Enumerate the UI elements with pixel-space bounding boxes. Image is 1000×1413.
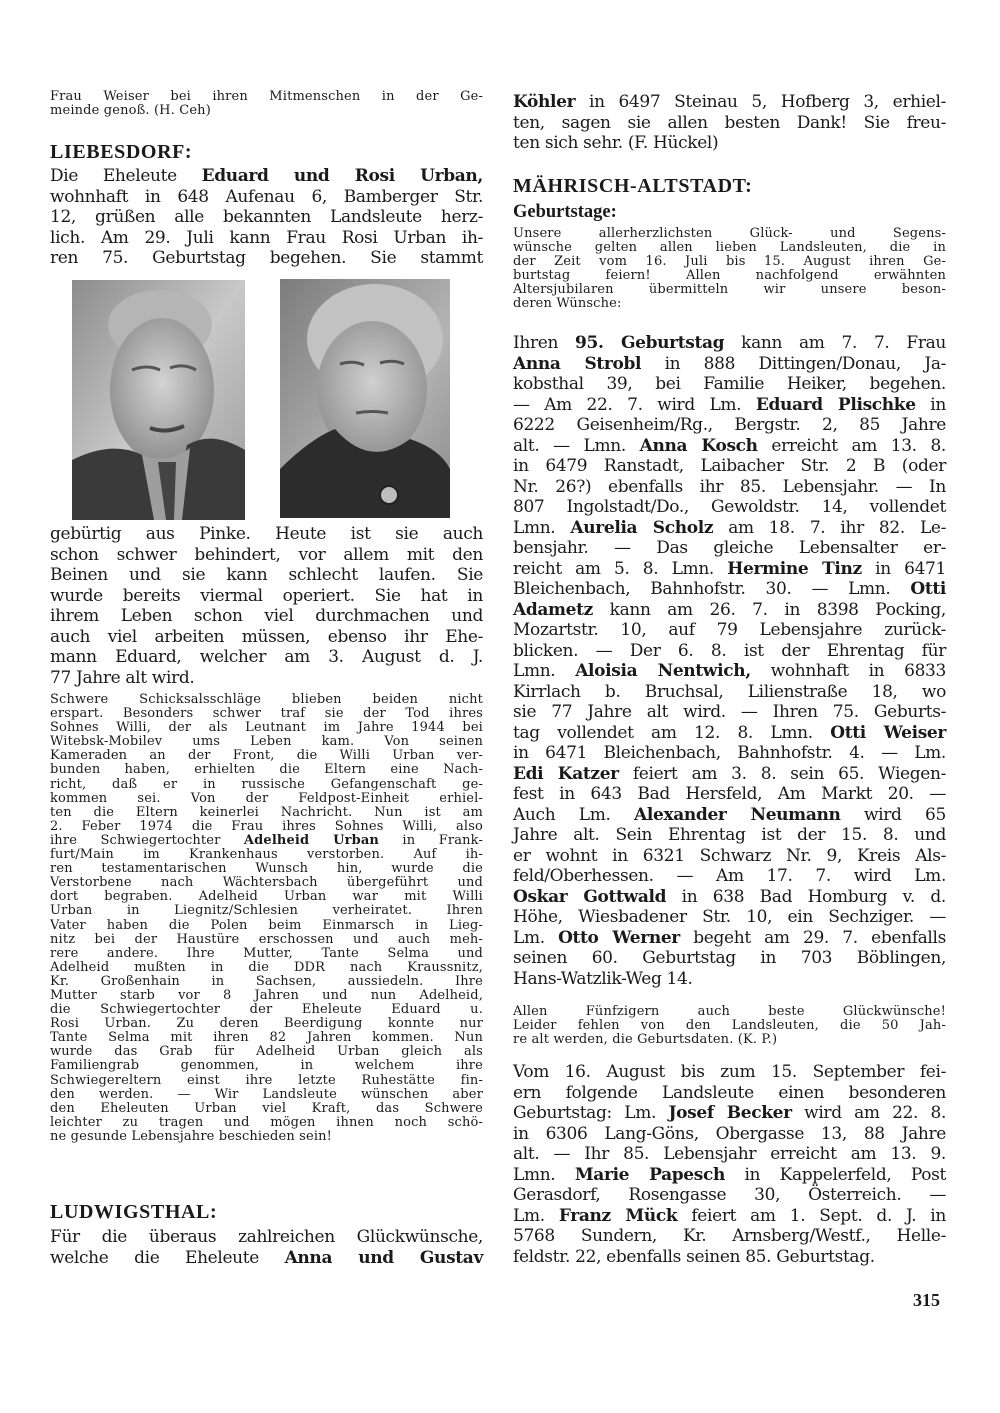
text-line bbox=[513, 1165, 946, 1186]
text-line: Kameraden an der Front, die Willi Urban ver- bbox=[50, 748, 483, 764]
text-segment: kann am 26. 7. in 8398 Pocking, bbox=[592, 599, 946, 620]
text-segment: Kirrlach b. Bruchsal, Lilienstraße 18, wo bbox=[513, 681, 946, 702]
text-segment: Geburtstag: Lm. bbox=[513, 1103, 669, 1123]
text-line bbox=[513, 477, 946, 498]
text-line bbox=[513, 600, 946, 621]
text-line bbox=[513, 948, 946, 969]
text-line: der Zeit vom 16. Juli bis 15. August ihren Ge- bbox=[513, 254, 946, 270]
text-segment: Lm. bbox=[513, 927, 559, 948]
text-line: furt/Main im Krankenhaus verstorben. Auf ih- bbox=[50, 847, 483, 863]
text-line: Kr. Großenhain in Sachsen, aussiedeln. Ihre bbox=[50, 973, 483, 989]
text-line bbox=[513, 1124, 946, 1145]
text-line: 2. Feber 1974 die Frau ihres Sohnes Willi, also bbox=[50, 818, 483, 834]
bold-name: Franz Mück bbox=[558, 1205, 678, 1226]
text-line: mann Eduard, welcher am 3. August d. J. bbox=[50, 647, 483, 667]
text-line: ren testamentarischen Wunsch hin, wurde die bbox=[50, 861, 483, 877]
text-line: Frau Weiser bei ihren Mitmenschen in der Ge- bbox=[50, 89, 483, 104]
text-segment: alt. — Lmn. bbox=[513, 435, 640, 456]
text-segment: in bbox=[915, 394, 946, 415]
text-segment: Vom 16. August bis zum 15. September fei- bbox=[513, 1062, 946, 1082]
text-segment: wird am 22. 8. bbox=[791, 1103, 947, 1123]
text-segment: Jahre alt. Sein Ehrentag ist der 15. 8. und bbox=[513, 825, 946, 845]
text-segment: tag vollendet am 12. 8. Lmn. bbox=[513, 722, 831, 743]
text-line: Schwiegereltern einst ihre letzte Ruhestätte fin- bbox=[50, 1072, 483, 1088]
text-segment: Bleichenbach, Bahnhofstr. 30. — Lmn. bbox=[513, 579, 911, 599]
text-line bbox=[513, 1103, 946, 1124]
text-line bbox=[513, 436, 946, 457]
text-line: welche die Eheleute Anna und Gustav bbox=[50, 1247, 483, 1268]
text-segment: kobsthal 39, bei Familie Heiker, begehen. bbox=[513, 374, 946, 394]
fifty-birthdays-note bbox=[513, 1005, 946, 1047]
text-line: schon schwer behindert, vor allem mit den bbox=[50, 544, 483, 565]
text-segment: ern folgende Landsleute einen besonderen bbox=[513, 1082, 946, 1103]
text-line: 12, grüßen alle bekannten Landsleute herz- bbox=[50, 207, 483, 227]
text-segment: feiert am 3. 8. sein 65. Wiegen- bbox=[618, 763, 946, 784]
page-number: 315 bbox=[913, 1290, 940, 1310]
bold-name: Oskar Gottwald bbox=[513, 886, 667, 907]
text-line bbox=[513, 784, 946, 805]
text-segment: fest in 643 Bad Hersfeld, Am Markt 20. — bbox=[513, 784, 946, 804]
text-line bbox=[513, 702, 946, 723]
text-segment: in 638 Bad Homburg v. d. bbox=[666, 886, 946, 907]
text-segment: reicht am 5. 8. Lmn. bbox=[513, 558, 728, 579]
text-line bbox=[513, 579, 946, 600]
bold-names: Anna und Gustav bbox=[284, 1247, 483, 1268]
text-segment: sie 77 Jahre alt wird. — Ihren 75. Geburts- bbox=[513, 702, 946, 722]
text-segment: Lmn. bbox=[513, 661, 576, 681]
text-line: ren 75. Geburtstag begehen. Sie stammt bbox=[50, 248, 483, 268]
text-line bbox=[513, 354, 946, 375]
text-line: dort begraben. Adelheid Urban war mit Willi bbox=[50, 889, 483, 905]
text-line bbox=[513, 661, 946, 682]
text-line bbox=[513, 866, 946, 887]
text-line bbox=[513, 969, 946, 990]
text-line bbox=[513, 374, 946, 395]
text-line bbox=[513, 559, 946, 580]
text-line: richt, daß er in russische Gefangenschaft ge- bbox=[50, 776, 483, 792]
text-line: rere andere. Ihre Mutter, Tante Selma und bbox=[50, 945, 483, 961]
subheading-geburtstage: Geburtstage: bbox=[513, 202, 617, 222]
section-heading-liebesdorf: LIEBESDORF: bbox=[50, 141, 193, 163]
portrait-woman-icon bbox=[280, 279, 450, 518]
text-line: ihre Schwiegertochter Adelheid Urban in Frank- bbox=[50, 832, 484, 848]
bold-name: Otto Werner bbox=[558, 927, 680, 948]
text-segment: Höhe, Wiesbadener Str. 10, ein Sechziger. — bbox=[513, 907, 946, 927]
text-line: Sohnes Willi, der als Leutnant im Jahre 1944 bei bbox=[50, 720, 483, 736]
text-line: den Eheleuten Urban viel Kraft, das Schwere bbox=[50, 1100, 483, 1116]
text-segment: in 888 Dittingen/Donau, Ja- bbox=[641, 353, 946, 374]
text-line: Für die überaus zahlreichen Glückwünsche, bbox=[50, 1227, 483, 1247]
text-segment: in 6479 Ranstadt, Laibacher Str. 2 B (oder bbox=[513, 456, 946, 476]
text-line bbox=[513, 1226, 946, 1247]
text-segment: erreicht am 13. 8. bbox=[757, 435, 946, 456]
text-line: kommen sei. Von der Feldpost-Einheit erhiel- bbox=[50, 790, 483, 806]
text-segment: er wohnt in 6321 Schwarz Nr. 9, Kreis Als- bbox=[513, 845, 946, 866]
text-segment: wohnhaft in 6833 bbox=[750, 661, 946, 681]
liebesdorf-paragraph-1 bbox=[50, 166, 483, 269]
text-line: wurde bereits viermal operiert. Sie hat in bbox=[50, 585, 483, 606]
text-line: Unsere allerherzlichsten Glück- und Segens- bbox=[513, 226, 946, 241]
ludwigsthal-paragraph bbox=[50, 1227, 483, 1268]
photo-rosi-urban bbox=[280, 279, 450, 518]
bold-names: Eduard und Rosi Urban, bbox=[201, 166, 483, 186]
text-line: Adelheid mußten in die DDR nach Kraussnitz, bbox=[50, 959, 483, 975]
text-line bbox=[513, 456, 946, 477]
text-line bbox=[513, 825, 946, 846]
text-line: Rosi Urban. Zu deren Beerdigung konnte nur bbox=[50, 1016, 483, 1032]
text-segment: feld/Oberhessen. — Am 17. 7. wird Lm. bbox=[513, 866, 946, 886]
text-line: Verstorbene nach Wächtersbach übergeführt und bbox=[50, 875, 483, 891]
text-segment: Lmn. bbox=[513, 517, 571, 538]
text-line bbox=[513, 1062, 946, 1083]
text-line: burtstag feiern! Allen nachfolgend erwähnten bbox=[513, 268, 946, 284]
text-line bbox=[513, 1144, 946, 1165]
text-line: re alt werden, die Geburtsdaten. (K. P.) bbox=[513, 1032, 778, 1048]
text-segment: am 18. 7. ihr 82. Le- bbox=[713, 517, 946, 538]
text-segment: 807 Ingolstadt/Do., Gewoldstr. 14, vollendet bbox=[513, 497, 946, 517]
text-line bbox=[513, 805, 946, 826]
text-line: ihrem Leben schon viel durchmachen und bbox=[50, 606, 483, 626]
text-segment: 6222 Geisenheim/Rg., Bergstr. 2, 85 Jahre bbox=[513, 415, 946, 435]
section-heading-ludwigsthal: LUDWIGSTHAL: bbox=[50, 1201, 218, 1223]
text-line: ten die Eltern keinerlei Nachricht. Nun ist am bbox=[50, 804, 483, 820]
bold-name: Alexander Neumann bbox=[634, 804, 841, 825]
text-segment: bensjahr. — Das gleiche Lebensalter er- bbox=[513, 538, 946, 558]
text-line: Die Eheleute Eduard und Rosi Urban, bbox=[50, 166, 483, 186]
text-segment: in 6471 Bleichenbach, Bahnhofstr. 4. — Lm. bbox=[513, 743, 946, 763]
text-line bbox=[513, 1247, 946, 1268]
maehrisch-intro bbox=[513, 227, 946, 312]
portrait-man-icon bbox=[72, 280, 245, 520]
text-line: auch viel arbeiten müssen, ebenso ihr Ehe- bbox=[50, 626, 483, 647]
text-line: wünsche gelten allen lieben Landsleuten, die in bbox=[513, 240, 946, 256]
text-segment: Lmn. bbox=[513, 1164, 575, 1185]
text-line bbox=[513, 1206, 946, 1227]
text-segment: in 6471 bbox=[861, 558, 946, 579]
text-line: lich. Am 29. Juli kann Frau Rosi Urban ih- bbox=[50, 227, 483, 248]
text-line bbox=[513, 846, 946, 867]
text-segment: Mozartstr. 10, auf 79 Lebensjahre zurück- bbox=[513, 620, 946, 640]
text-line: Urban in Liegnitz/Schlesien verheiratet. Ihren bbox=[50, 903, 483, 919]
text-segment: wird 65 bbox=[840, 804, 946, 825]
text-segment: in Kappelerfeld, Post bbox=[725, 1164, 946, 1185]
text-line: Schwere Schicksalsschläge blieben beiden nicht bbox=[50, 692, 483, 707]
bold-name: Aloisia Nentwich, bbox=[575, 661, 751, 681]
bold-name: Köhler bbox=[513, 92, 576, 112]
text-segment: kann am 7. 7. Frau bbox=[724, 333, 947, 353]
text-segment: Hans-Watzlik-Weg 14. bbox=[513, 968, 693, 989]
text-line: 77 Jahre alt wird. bbox=[50, 667, 195, 688]
text-line bbox=[513, 907, 946, 928]
bold-name: 95. Geburtstag bbox=[575, 333, 725, 353]
text-line: Witebsk-Mobilev ums Leben kam. Von seinen bbox=[50, 734, 483, 750]
text-line: Allen Fünfzigern auch beste Glückwünsche! bbox=[513, 1004, 946, 1019]
text-segment: feldstr. 22, ebenfalls seinen 85. Geburtstag. bbox=[513, 1246, 875, 1267]
text-line bbox=[513, 1185, 946, 1206]
text-segment: 5768 Sundern, Kr. Arnsberg/Westf., Helle- bbox=[513, 1226, 946, 1246]
text-line bbox=[513, 620, 946, 641]
text-line bbox=[513, 887, 946, 908]
text-line: bunden haben, erhielten die Eltern eine Nach- bbox=[50, 762, 483, 778]
text-segment: alt. — Ihr 85. Lebensjahr erreicht am 13. 9. bbox=[513, 1144, 946, 1164]
text-line: nitz bei der Haustüre erschossen und auch meh- bbox=[50, 931, 483, 947]
section-heading-maehrisch-altstadt: MÄHRISCH-ALTSTADT: bbox=[513, 175, 753, 197]
text-segment: blicken. — Der 6. 8. ist der Ehrentag für bbox=[513, 640, 946, 661]
text-line: ten sich sehr. (F. Hückel) bbox=[513, 133, 719, 153]
text-line: den werden. — Wir Landsleute wünschen aber bbox=[50, 1086, 483, 1102]
text-line: wohnhaft in 648 Aufenau 6, Bamberger Str. bbox=[50, 186, 483, 207]
ludwigsthal-continuation bbox=[513, 92, 946, 154]
text-segment: feiert am 1. Sept. d. J. in bbox=[677, 1205, 946, 1226]
bold-name: Otti Weiser bbox=[830, 722, 946, 743]
text-line: ten, sagen sie allen besten Dank! Sie freu- bbox=[513, 112, 946, 133]
text-segment: begeht am 29. 7. ebenfalls bbox=[679, 927, 946, 948]
text-line bbox=[513, 1083, 946, 1104]
text-line bbox=[513, 518, 946, 539]
text-line: gebürtig aus Pinke. Heute ist sie auch bbox=[50, 524, 483, 544]
text-line: deren Wünsche: bbox=[513, 296, 622, 312]
text-line: Familiengrab genommen, in welchem ihre bbox=[50, 1058, 483, 1074]
bold-name: Marie Papesch bbox=[574, 1164, 725, 1185]
text-line bbox=[513, 497, 946, 518]
bold-name: Anna Kosch bbox=[639, 435, 758, 456]
text-line: die Schwiegertochter der Eheleute Eduard u. bbox=[50, 1002, 483, 1018]
text-line bbox=[513, 641, 946, 662]
text-segment: Lm. bbox=[513, 1205, 559, 1226]
birthday-list-paragraph bbox=[513, 333, 946, 989]
text-line bbox=[513, 682, 946, 703]
intro-paragraph bbox=[50, 90, 483, 118]
text-line bbox=[513, 415, 946, 436]
text-line: Vater haben die Polen beim Einmarsch in Lieg- bbox=[50, 917, 483, 933]
text-line bbox=[513, 743, 946, 764]
bold-name: Hermine Tinz bbox=[727, 558, 862, 579]
bold-name: Adametz bbox=[513, 599, 593, 620]
photo-eduard-urban bbox=[72, 280, 245, 520]
text-line: Leider fehlen von den Landsleuten, die 50 Jah- bbox=[513, 1018, 946, 1034]
bold-name: Josef Becker bbox=[668, 1103, 792, 1123]
bold-name: Adelheid Urban bbox=[243, 832, 379, 848]
liebesdorf-paragraph-3 bbox=[50, 693, 483, 1144]
text-line bbox=[513, 538, 946, 559]
text-line bbox=[513, 928, 946, 949]
text-line: wurde das Grab für Adelheid Urban gleich als bbox=[50, 1044, 483, 1060]
text-line: meinde genoß. (H. Ceh) bbox=[50, 103, 211, 119]
text-segment: Auch Lm. bbox=[513, 804, 635, 825]
bold-name: Eduard Plischke bbox=[755, 394, 916, 415]
bold-name: Aurelia Scholz bbox=[570, 517, 714, 538]
text-segment: Ihren bbox=[513, 333, 575, 353]
text-line: Mutter starb vor 8 Jahren und nun Adelheid, bbox=[50, 987, 483, 1003]
text-line: Beinen und sie kann schlecht laufen. Sie bbox=[50, 565, 483, 585]
text-segment: Gerasdorf, Rosengasse 30, Österreich. — bbox=[513, 1185, 946, 1205]
text-segment: Nr. 26?) ebenfalls ihr 85. Lebensjahr. — In bbox=[513, 476, 946, 497]
text-line: Altersjubilaren übermitteln wir unsere beson- bbox=[513, 282, 946, 298]
text-segment: seinen 60. Geburtstag in 703 Böblingen, bbox=[513, 948, 946, 968]
text-line bbox=[513, 395, 946, 416]
text-line: Köhler in 6497 Steinau 5, Hofberg 3, erhiel- bbox=[513, 92, 946, 112]
text-segment: in 6306 Lang-Göns, Obergasse 13, 88 Jahre bbox=[513, 1123, 946, 1144]
text-segment: — Am 22. 7. wird Lm. bbox=[513, 394, 756, 415]
text-line: Tante Selma mit ihren 82 Jahren kommen. Nun bbox=[50, 1030, 483, 1046]
text-line: leichter zu tragen und mögen ihnen noch schö- bbox=[50, 1114, 483, 1130]
text-line: erspart. Besonders schwer traf sie der Tod ihres bbox=[50, 706, 483, 722]
bold-name: Anna Strobl bbox=[513, 353, 642, 374]
text-line: ne gesunde Lebensjahre beschieden sein! bbox=[50, 1128, 333, 1144]
text-line bbox=[513, 333, 946, 354]
text-line bbox=[513, 723, 946, 744]
text-line bbox=[513, 764, 946, 785]
bold-name: Edi Katzer bbox=[513, 763, 619, 784]
august-september-paragraph bbox=[513, 1062, 946, 1267]
liebesdorf-paragraph-2 bbox=[50, 524, 483, 688]
bold-name: Otti bbox=[910, 579, 946, 599]
